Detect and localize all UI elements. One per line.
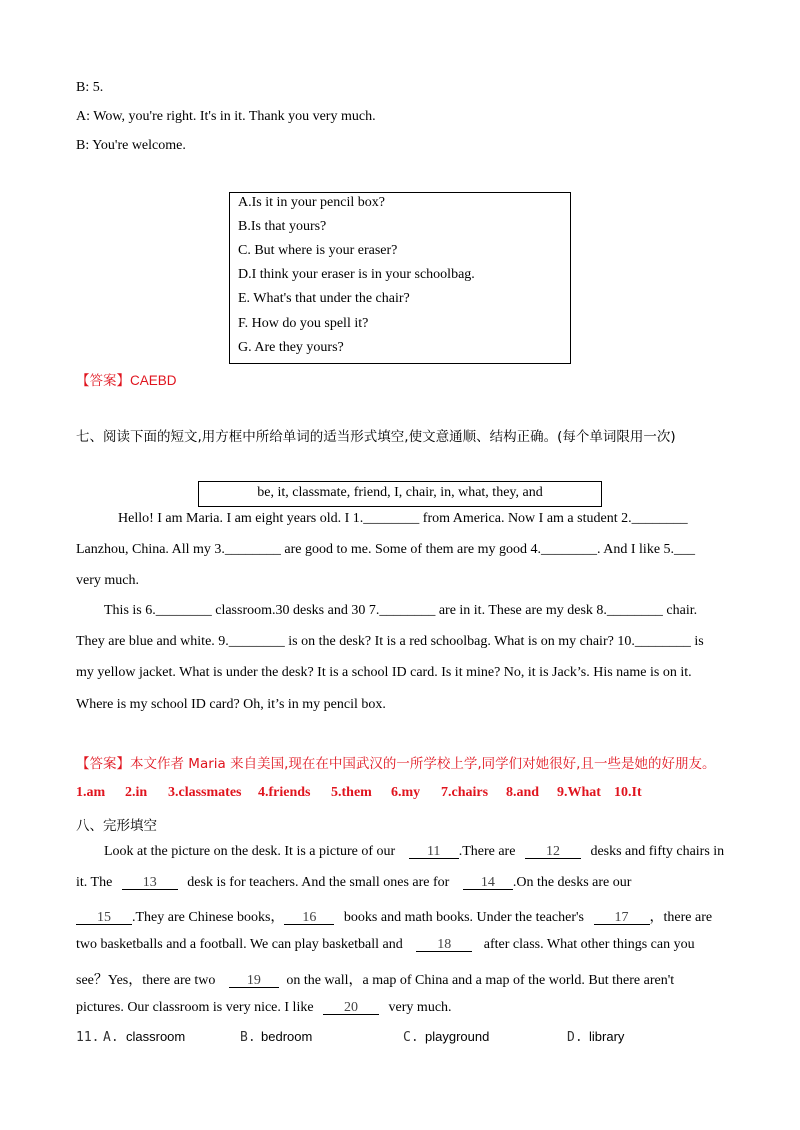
cloze-blank-15: 15 xyxy=(76,911,132,925)
option-d: D.I think your eraser is in your schoolbag. xyxy=(238,267,475,282)
cloze-text: books and math books. Under the teacher's xyxy=(343,910,584,925)
cloze-text: two basketballs and a football. We can play basketball and xyxy=(76,937,403,952)
cloze-blank-17: 17 xyxy=(594,911,650,925)
answer-item: 4.friends xyxy=(258,785,311,800)
cloze-line-6 xyxy=(76,1000,452,1016)
option-text[interactable]: classroom xyxy=(126,1029,186,1044)
passage-line-7: Where is my school ID card? Oh, it’s in my pencil box. xyxy=(76,697,386,712)
option-letter: A. xyxy=(103,1030,119,1045)
options-box xyxy=(229,192,571,364)
cloze-text: after class. What other things can you xyxy=(483,937,695,952)
cloze-text: pictures. Our classroom is very nice. I like xyxy=(76,1000,314,1015)
answer-item: 10.It xyxy=(614,785,642,800)
cloze-blank-11: 11 xyxy=(409,845,459,859)
option-b: B.Is that yours? xyxy=(238,219,327,234)
question-number: 11. xyxy=(76,1030,100,1045)
cloze-text: ，there are xyxy=(649,910,713,925)
cloze-text: .They are Chinese books， xyxy=(132,910,285,925)
passage-line-6: my yellow jacket. What is under the desk? It is a school ID card. Is it mine? No, it is Jack’s. His name is on it. xyxy=(76,665,692,680)
option-text[interactable]: library xyxy=(589,1029,625,1044)
cloze-text: .On the desks are our xyxy=(512,875,632,890)
option-text[interactable]: playground xyxy=(425,1029,490,1044)
cloze-text: .There are xyxy=(458,844,516,859)
answer-item: 9.What xyxy=(557,785,601,800)
cloze-blank-16: 16 xyxy=(284,911,334,925)
option-a: A.Is it in your pencil box? xyxy=(238,195,385,210)
answer-6 xyxy=(76,369,177,390)
passage-line-5: They are blue and white. 9.________ is on the desk? It is a red schoolbag. What is on my chair? 10.________ is xyxy=(76,634,704,649)
option-letter: C. xyxy=(403,1030,419,1045)
option-g: G. Are they yours? xyxy=(238,340,344,355)
passage-line-4: This is 6.________ classroom.30 desks and 30 7.________ are in it. These are my desk 8.________ chair. xyxy=(104,603,698,618)
cloze-text: desk is for teachers. And the small ones are for xyxy=(187,875,450,890)
answer-item: 6.my xyxy=(391,785,421,800)
cloze-line-1 xyxy=(104,844,724,860)
cloze-text: it. The xyxy=(76,875,113,890)
answer-item: 7.chairs xyxy=(441,785,489,800)
word-box-text: be, it, classmate, friend, I, chair, in, what, they, and xyxy=(257,485,543,500)
cloze-text: desks and fifty chairs in xyxy=(590,844,725,859)
option-letter: D. xyxy=(567,1030,583,1045)
section-8-heading: 八、完形填空 xyxy=(76,818,157,834)
option-f: F. How do you spell it? xyxy=(238,316,369,331)
cloze-blank-20: 20 xyxy=(323,1001,379,1015)
answer-item: 3.classmates xyxy=(168,785,242,800)
cloze-text: see？Yes，there are two xyxy=(76,973,216,988)
cloze-blank-19: 19 xyxy=(229,974,279,988)
cloze-blank-18: 18 xyxy=(416,938,472,952)
cloze-text: on the wall，a map of China and a map of the world. But there aren't xyxy=(286,973,675,988)
answer-item: 5.them xyxy=(331,785,372,800)
cloze-text: Look at the picture on the desk. It is a picture of our xyxy=(104,844,396,859)
option-text[interactable]: bedroom xyxy=(261,1029,313,1044)
answer-value: CAEBD xyxy=(130,373,177,388)
cloze-line-5 xyxy=(76,969,674,989)
section-7-heading: 七、阅读下面的短文,用方框中所给单词的适当形式填空,使文意通顺、结构正确。(每个单词限用一次) xyxy=(76,429,676,445)
answer-label: 【答案】 xyxy=(76,373,130,389)
cloze-blank-14: 14 xyxy=(463,876,513,890)
answer-7-explanation xyxy=(76,752,715,773)
cloze-blank-12: 12 xyxy=(525,845,581,859)
option-letter: B. xyxy=(240,1030,256,1045)
answer-label: 【答案】 xyxy=(76,756,130,772)
answer-item: 2.in xyxy=(125,785,148,800)
answer-text: 本文作者 Maria 来自美国,现在在中国武汉的一所学校上学,同学们对她很好,且一些是她的好朋友。 xyxy=(130,756,716,772)
passage-line-3: very much. xyxy=(76,573,139,588)
answer-item: 1.am xyxy=(76,785,106,800)
cloze-line-2 xyxy=(76,875,631,891)
option-c: C. But where is your eraser? xyxy=(238,243,398,258)
dialogue-line-2: A: Wow, you're right. It's in it. Thank you very much. xyxy=(76,109,376,124)
option-e: E. What's that under the chair? xyxy=(238,291,410,306)
cloze-blank-13: 13 xyxy=(122,876,178,890)
answer-item: 8.and xyxy=(506,785,540,800)
cloze-line-4 xyxy=(76,937,695,953)
passage-line-2: Lanzhou, China. All my 3.________ are good to me. Some of them are my good 4.________. And I like 5.___ xyxy=(76,542,696,557)
dialogue-line-3: B: You're welcome. xyxy=(76,138,186,153)
passage-line-1: Hello! I am Maria. I am eight years old. I 1.________ from America. Now I am a student 2.________ xyxy=(118,511,688,526)
cloze-text: very much. xyxy=(388,1000,452,1015)
dialogue-line-1: B: 5. xyxy=(76,80,104,95)
cloze-line-3 xyxy=(76,906,712,926)
word-box xyxy=(198,481,602,507)
